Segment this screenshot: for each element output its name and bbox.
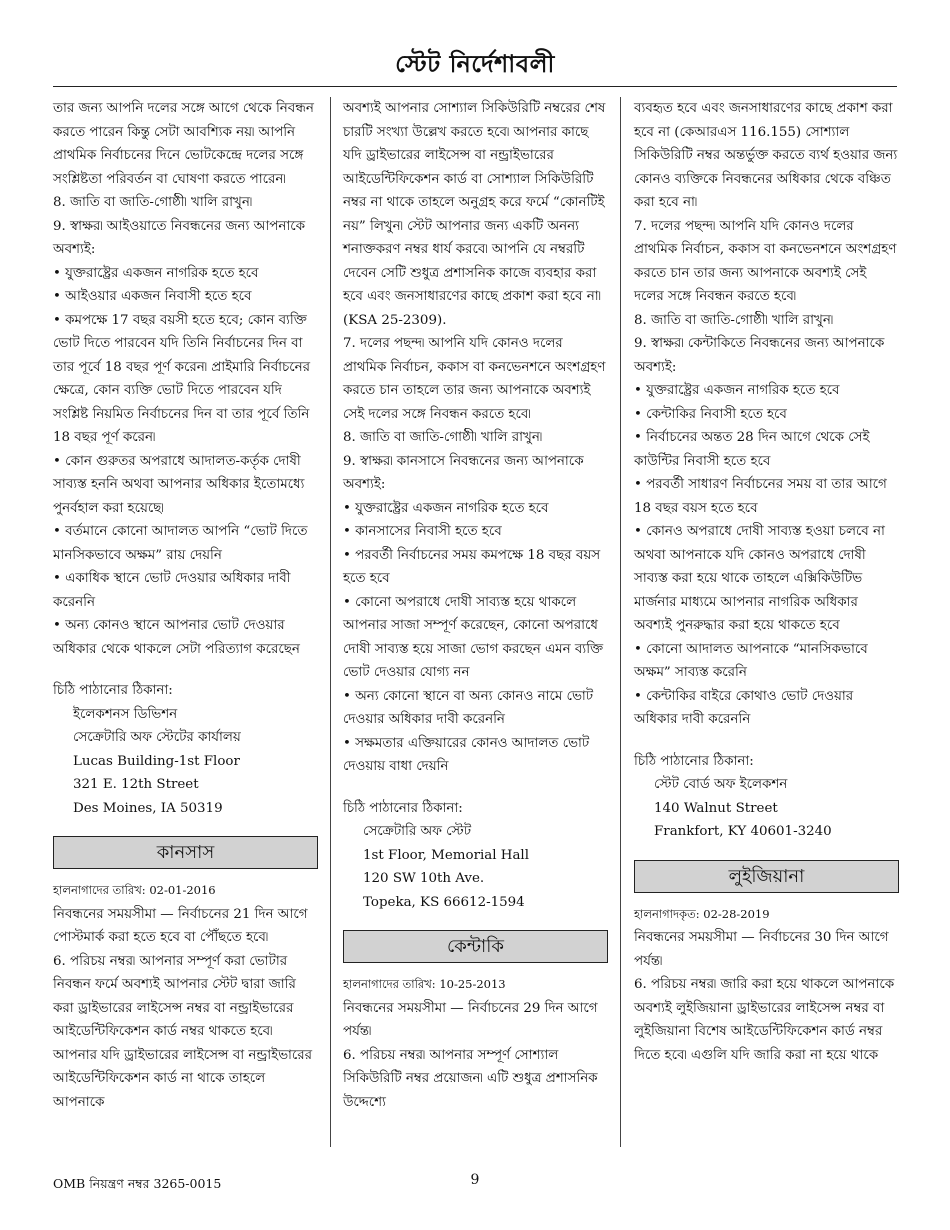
state-header-kentucky: কেন্টাকি bbox=[343, 930, 608, 963]
column-divider bbox=[620, 97, 621, 1147]
bullet-item: • আইওয়ার একজন নিবাসী হতে হবে bbox=[53, 285, 318, 309]
address-line: Lucas Building-1st Floor bbox=[73, 753, 240, 769]
paragraph: 9. স্বাক্ষর৷ কানসাসে নিবন্ধনের জন্য আপনাকে অবশ্যই: bbox=[343, 453, 584, 492]
omb-control-number: OMB নিয়ন্ত্রণ নম্বর 3265-0015 bbox=[53, 1176, 222, 1191]
bullet-item: • কোনও অপরাধে দোষী সাব্যস্ত হওয়া চলবে না অথবা আপনাকে যদি কোনও অপরাধে দোষী সাব্যস্ত করা হয়ে থাকে তাহলে এক্সিকিউটিভ মার্জনার মাধ্যমে আপনার নাগরিক অধিকার অবশ্যই পুনরুদ্ধার করা হয়ে থাকতে হবে bbox=[634, 520, 899, 638]
bullet-item: • নির্বাচনের অন্তত 28 দিন আগে থেকে সেই কাউন্টির নিবাসী হতে হবে bbox=[634, 426, 899, 473]
address-line: Des Moines, IA 50319 bbox=[73, 800, 223, 816]
paragraph: ব্যবহৃত হবে এবং জনসাধারণের কাছে প্রকাশ করা হবে না (কেআরএস 116.155) সোশ্যাল সিকিউরিটি নম্বর অন্তর্ভুক্ত করতে ব্যর্থ হওয়ার জন্য কোনও ব্যক্তিকে নিবন্ধনের অধিকার থেকে বঞ্চিত করা হবে না৷ bbox=[634, 101, 898, 210]
page-title: স্টেট নির্দেশাবলী bbox=[395, 49, 555, 78]
bullet-item: • যুক্তরাষ্ট্রের একজন নাগরিক হতে হবে bbox=[53, 262, 318, 286]
bullet-item: • সক্ষমতার এক্তিয়ারের কোনও আদালত ভোট দেওয়ায় বাধা দেয়নি bbox=[343, 732, 608, 779]
address-line: 140 Walnut Street bbox=[654, 800, 778, 816]
bullet-item: • বর্তমানে কোনো আদালত আপনি “ভোট দিতে মানসিকভাবে অক্ষম” রায় দেয়নি bbox=[53, 520, 318, 567]
address-line: ইলেকশনস ডিভিশন bbox=[73, 706, 178, 722]
updated-date: হালনাগাদের তারিখ: 02-01-2016 bbox=[53, 883, 216, 897]
column-iowa-kansas bbox=[53, 97, 318, 1114]
paragraph: 6. পরিচয় নম্বর৷ আপনার সম্পূর্ণ করা ভোটার নিবন্ধন ফর্মে অবশ্যই আপনার স্টেট দ্বারা জারি করা ড্রাইভারের লাইসেন্স নম্বর বা নন্ড্রাইভারের আইডেন্টিফিকেশন কার্ড নম্বর থাকতে হবে৷ আপনার যদি ড্রাইভারের লাইসেন্স বা নন্ড্রাইভারের আইডেন্টিফিকেশন কার্ড না থাকে তাহলে আপনাকে bbox=[53, 953, 313, 1110]
paragraph: 7. দলের পছন্দ৷ আপনি যদি কোনও দলের প্রাথমিক নির্বাচন, ককাস বা কনভেনশনে অংশগ্রহণ করতে চান তার জন্য আপনাকে অবশ্যই সেই দলের সঙ্গে নিবন্ধন করতে হবে৷ bbox=[634, 218, 897, 304]
bullet-item: • পরবর্তী সাধারণ নির্বাচনের সময় বা তার আগে 18 বছর বয়স হতে হবে bbox=[634, 473, 899, 520]
mail-label: চিঠি পাঠানোর ঠিকানা: bbox=[343, 800, 463, 816]
paragraph: 9. স্বাক্ষর৷ আইওয়াতে নিবন্ধনের জন্য আপনাকে অবশ্যই: bbox=[53, 218, 306, 257]
bullet-item: • অন্য কোনও স্থানে আপনার ভোট দেওয়ার অধিকার থেকে থাকলে সেটা পরিত্যাগ করেছেন bbox=[53, 614, 318, 661]
address-line: 321 E. 12th Street bbox=[73, 777, 199, 792]
bullet-item: • যুক্তরাষ্ট্রের একজন নাগরিক হতে হবে bbox=[343, 497, 608, 521]
updated-date: হালনাগাদকৃত: 02-28-2019 bbox=[634, 906, 770, 921]
bullet-item: • কোন গুরুতর অপরাধে আদালত-কর্তৃক দোষী সাব্যস্ত হননি অথবা আপনার অধিকার ইতোমধ্যে পুনর্বহাল করা হয়েছে৷ bbox=[53, 450, 318, 521]
paragraph: তার জন্য আপনি দলের সঙ্গে আগে থেকে নিবন্ধন করতে পারেন কিন্তু সেটা আবশ্যিক নয়৷ আপনি প্রাথমিক নির্বাচনের দিনে ভোটকেন্দ্রে দলের সঙ্গে সংশ্লিষ্টতা পরিবর্তন বা ঘোষণা করতে পারেন৷ bbox=[53, 101, 314, 187]
paragraph: 6. পরিচয় নম্বর৷ আপনার সম্পূর্ণ সোশ্যাল সিকিউরিটি নম্বর প্রয়োজন৷ এটি শুধুত্র প্রশাসনিক উদ্দেশ্যে bbox=[343, 1047, 598, 1110]
paragraph: অবশ্যই আপনার সোশ্যাল সিকিউরিটি নম্বরের শেষ চারটি সংখ্যা উল্লেখ করতে হবে৷ আপনার কাছে যদি ড্রাইভারের লাইসেন্স বা নন্ড্রাইভারের আইডেন্টিফিকেশন কার্ড বা সোশ্যাল সিকিউরিটি নম্বর না থাকে তাহলে অনুগ্রহ করে ফর্মে “কোনটিই নয়” লিখুন৷ স্টেট আপনার জন্য একটি অনন্য শনাক্তকরণ নম্বর ধার্য করবে৷ আপনি যে নম্বরটি দেবেন সেটি শুধুত্র প্রশাসনিক কাজে ব্যবহার করা হবে এবং জনসাধারণের কাছে প্রকাশ করা হবে না৷ (KSA 25-2309). bbox=[343, 101, 606, 328]
registration-deadline: নিবন্ধনের সময়সীমা — নির্বাচনের 21 দিন আগে পোস্টমার্ক করা হতে হবে বা পৌঁছতে হবে৷ bbox=[53, 906, 308, 945]
bullet-item: • কমপক্ষে 17 বছর বয়সী হতে হবে; কোন ব্যক্তি ভোট দিতে পারবেন যদি তিনি নির্বাচনের দিন বা তার পূর্বে 18 বছর পূর্ণ করেন৷ প্রাইমারি নির্বাচনের ক্ষেত্রে, কোন ব্যক্তি ভোট দিতে পারবেন যদি সংশ্লিষ্ট নিয়মিত নির্বাচনের দিন বা তার পূর্বে তিনি 18 বছর পূর্ণ করেন৷ bbox=[53, 309, 318, 450]
address-line: Frankfort, KY 40601-3240 bbox=[654, 824, 832, 839]
address-line: 1st Floor, Memorial Hall bbox=[363, 847, 529, 863]
address-line: সেক্রেটারি অফ স্টেটের কার্যালয় bbox=[73, 730, 241, 745]
bullet-item: • কেন্টাকির বাইরে কোথাও ভোট দেওয়ার অধিকার দাবী করেননি bbox=[634, 685, 899, 732]
bullet-item: • কোনো আদালত আপনাকে “মানসিকভাবে অক্ষম” সাব্যস্ত করেনি bbox=[634, 638, 899, 685]
paragraph: 7. দলের পছন্দ৷ আপনি যদি কোনও দলের প্রাথমিক নির্বাচন, ককাস বা কনভেনশনে অংশগ্রহণ করতে চান তাহলে তার জন্য আপনাকে অবশ্যই সেই দলের সঙ্গে নিবন্ধন করতে হবে৷ bbox=[343, 336, 606, 422]
paragraph: 9. স্বাক্ষর৷ কেন্টাকিতে নিবন্ধনের জন্য আপনাকে অবশ্যই: bbox=[634, 336, 885, 375]
paragraph: 8. জাতি বা জাতি-গোষ্ঠী৷ খালি রাখুন৷ bbox=[343, 430, 543, 445]
column-kansas-kentucky bbox=[343, 97, 608, 1114]
bullet-item: • কানসাসের নিবাসী হতে হবে bbox=[343, 520, 608, 544]
bullet-item: • কেন্টাকির নিবাসী হতে হবে bbox=[634, 403, 899, 427]
address-line: Topeka, KS 66612-1594 bbox=[363, 894, 525, 910]
mail-label: চিঠি পাঠানোর ঠিকানা: bbox=[634, 753, 754, 769]
registration-deadline: নিবন্ধনের সময়সীমা — নির্বাচনের 30 দিন আগে পর্যন্ত৷ bbox=[634, 930, 889, 969]
mailing-address bbox=[634, 750, 899, 844]
mail-label: চিঠি পাঠানোর ঠিকানা: bbox=[53, 683, 173, 698]
mailing-address bbox=[53, 679, 318, 820]
address-line: স্টেট বোর্ড অফ ইলেকশন bbox=[654, 777, 788, 792]
bullet-item: • কোনো অপরাধে দোষী সাব্যস্ত হয়ে থাকলে আপনার সাজা সম্পূর্ণ করেছেন, কোনো অপরাধে দোষী সাব্যস্ত হয়ে সাজা ভোগ করছেন এমন ব্যক্তি ভোট দেওয়ার যোগ্য নন bbox=[343, 591, 608, 685]
column-divider bbox=[330, 97, 331, 1147]
paragraph: 8. জাতি বা জাতি-গোষ্ঠী৷ খালি রাখুন৷ bbox=[634, 312, 834, 328]
state-header-louisiana: লুইজিয়ানা bbox=[634, 860, 899, 893]
bullet-item: • অন্য কোনো স্থানে বা অন্য কোনও নামে ভোট দেওয়ার অধিকার দাবী করেননি bbox=[343, 685, 608, 732]
address-line: সেক্রেটারি অফ স্টেট bbox=[363, 824, 472, 839]
updated-date: হালনাগাদের তারিখ: 10-25-2013 bbox=[343, 977, 506, 991]
title-divider bbox=[53, 86, 897, 87]
bullet-item: • যুক্তরাষ্ট্রের একজন নাগরিক হতে হবে bbox=[634, 379, 899, 403]
state-header-kansas: কানসাস bbox=[53, 836, 318, 869]
mailing-address bbox=[343, 797, 608, 915]
bullet-item: • পরবর্তী নির্বাচনের সময় কমপক্ষে 18 বছর বয়স হতে হবে bbox=[343, 544, 608, 591]
bullet-item: • একাধিক স্থানে ভোট দেওয়ার অধিকার দাবী করেননি bbox=[53, 567, 318, 614]
paragraph: 8. জাতি বা জাতি-গোষ্ঠী৷ খালি রাখুন৷ bbox=[53, 195, 253, 210]
page-number: 9 bbox=[470, 1172, 480, 1188]
registration-deadline: নিবন্ধনের সময়সীমা — নির্বাচনের 29 দিন আগে পর্যন্ত৷ bbox=[343, 1000, 598, 1039]
paragraph: 6. পরিচয় নম্বর৷ জারি করা হয়ে থাকলে আপনাকে অবশ্যই লুইজিয়ানা ড্রাইভারের লাইসেন্স নম্বর বা লুইজিয়ানা বিশেষ আইডেন্টিফিকেশন কার্ড নম্বর দিতে হবে৷ এগুলি যদি জারি করা না হয়ে থাকে bbox=[634, 977, 895, 1063]
column-kentucky-louisiana bbox=[634, 97, 899, 1067]
address-line: 120 SW 10th Ave. bbox=[363, 871, 485, 886]
